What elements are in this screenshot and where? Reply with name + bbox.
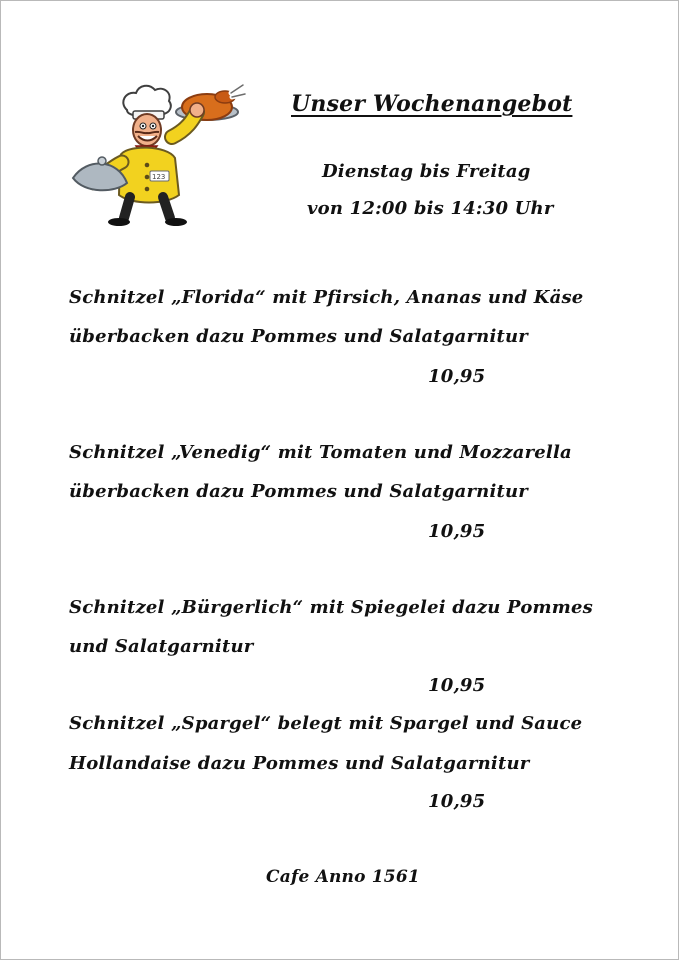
menu-item-1-line-1: Schnitzel „Florida“ mit Pfirsich, Ananas und Käse	[69, 287, 584, 308]
cafe-name: Cafe Anno 1561	[266, 867, 420, 887]
menu-item-3-price: 10,95	[428, 675, 486, 696]
page-title: Unser Wochenangebot	[291, 91, 573, 117]
chef-with-roast-chicken-icon	[67, 79, 251, 229]
menu-item-2-line-1: Schnitzel „Venedig“ mit Tomaten und Mozzarella	[69, 442, 572, 463]
menu-item-3-line-2: und Salatgarnitur	[69, 636, 254, 657]
menu-item-3-line-1: Schnitzel „Bürgerlich“ mit Spiegelei dazu Pommes	[69, 597, 593, 618]
menu-item-4-line-1: Schnitzel „Spargel“ belegt mit Spargel und Sauce	[69, 713, 583, 734]
menu-item-2-line-2: überbacken dazu Pommes und Salatgarnitur	[69, 481, 528, 502]
hat-badge-text: 123	[152, 173, 166, 181]
menu-item-1-price: 10,95	[428, 366, 486, 387]
menu-item-4-price: 10,95	[428, 791, 486, 812]
menu-item-1-line-2: überbacken dazu Pommes und Salatgarnitur	[69, 326, 528, 347]
menu-item-4-line-2: Hollandaise dazu Pommes und Salatgarnitur	[69, 753, 530, 774]
chef-figure	[73, 85, 245, 226]
menu-item-2-price: 10,95	[428, 521, 486, 542]
offer-days: Dienstag bis Freitag	[322, 161, 531, 182]
offer-hours: von 12:00 bis 14:30 Uhr	[307, 198, 554, 219]
